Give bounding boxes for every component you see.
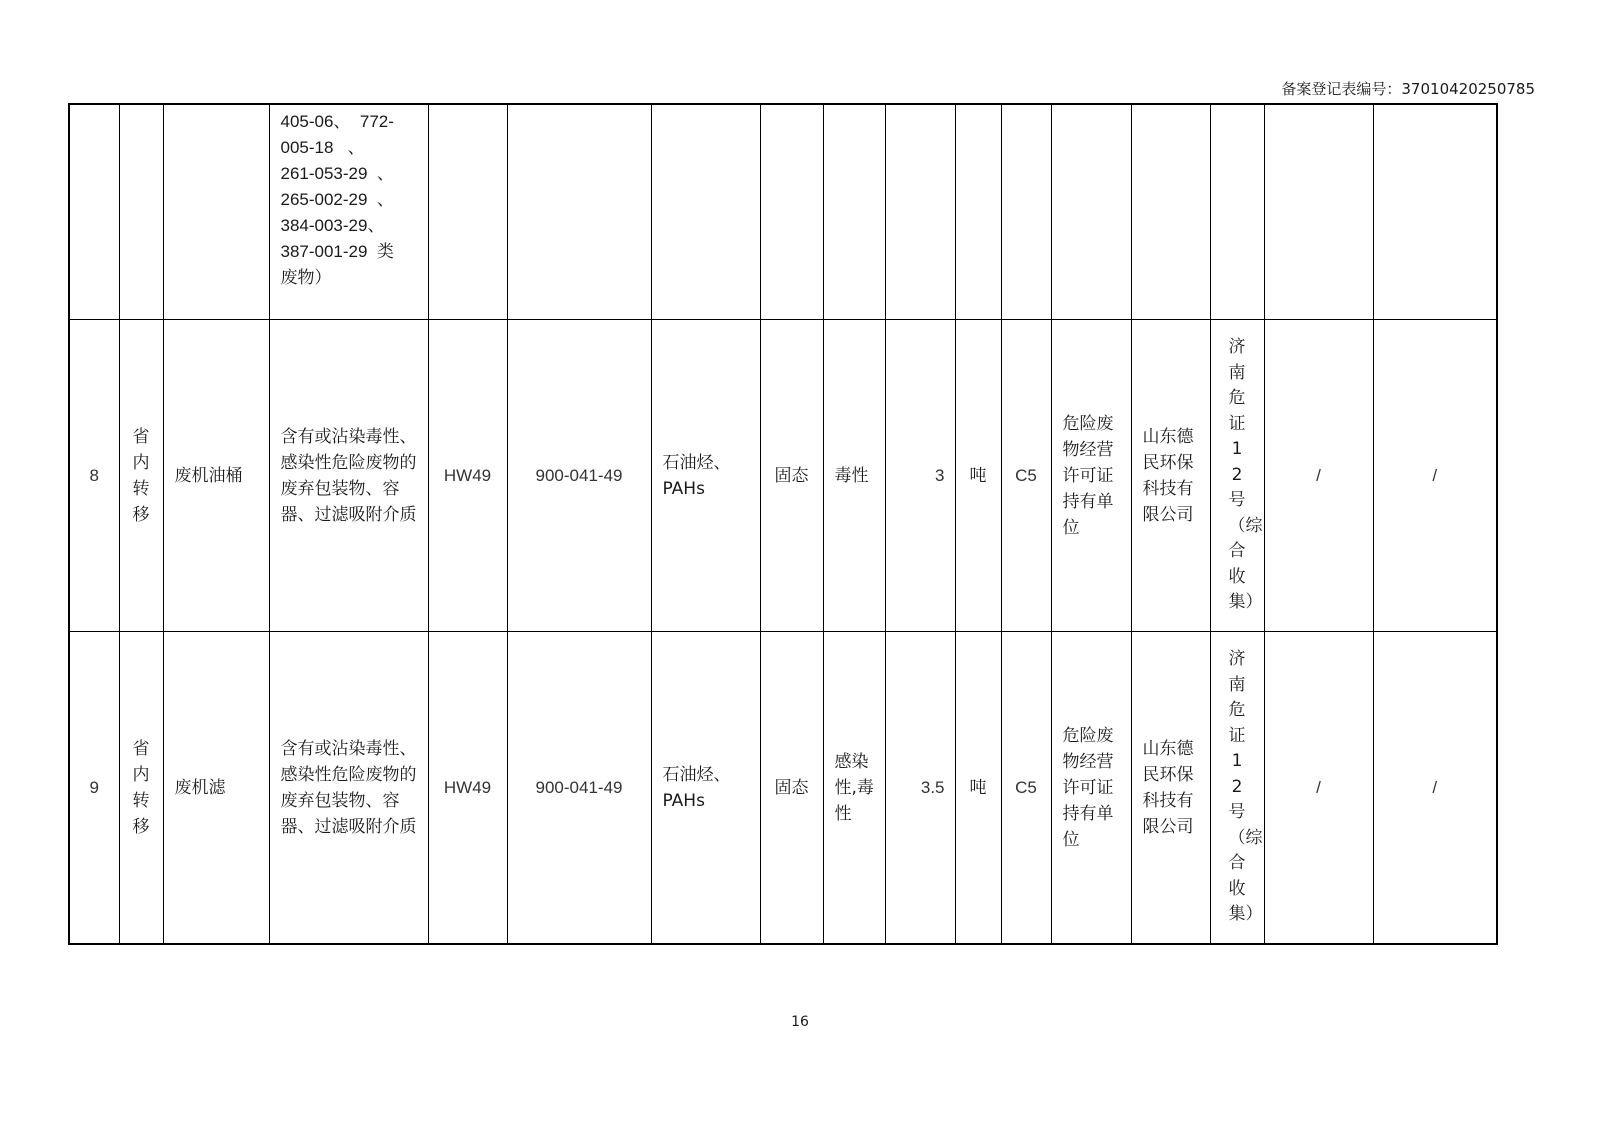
table-row [69, 320, 1497, 632]
cell-amount: 3 [885, 320, 955, 632]
cell-category: HW49 [428, 632, 507, 945]
cell-index: 9 [69, 632, 119, 945]
cell-category [428, 104, 507, 320]
cell-method: C5 [1001, 320, 1051, 632]
cell-receiver-name: 山东德民环保科技有限公司 [1131, 320, 1210, 632]
cell-hazard: 毒性 [823, 320, 885, 632]
cell-amount [885, 104, 955, 320]
cell-component: 石油烃、PAHs [651, 320, 760, 632]
table-row-continued [69, 104, 1497, 320]
cell-col15: / [1264, 632, 1373, 945]
cell-form: 固态 [760, 632, 823, 945]
cell-transfer [119, 104, 163, 320]
hazardous-waste-table [68, 103, 1498, 945]
cell-code: 900-041-49 [507, 320, 651, 632]
cell-component: 石油烃、PAHs [651, 632, 760, 945]
cell-method [1001, 104, 1051, 320]
cell-code: 900-041-49 [507, 632, 651, 945]
cell-hazard [823, 104, 885, 320]
cell-receiver-name: 山东德民环保科技有限公司 [1131, 632, 1210, 945]
cell-component [651, 104, 760, 320]
cell-unit [955, 104, 1001, 320]
cell-form [760, 104, 823, 320]
cell-description: 含有或沾染毒性、感染性危险废物的废弃包装物、容器、过滤吸附介质 [269, 320, 428, 632]
cell-category: HW49 [428, 320, 507, 632]
cell-unit: 吨 [955, 320, 1001, 632]
cell-amount: 3.5 [885, 632, 955, 945]
cell-receiver-name [1131, 104, 1210, 320]
cell-form: 固态 [760, 320, 823, 632]
transfer-text: 省内转移 [132, 738, 150, 837]
cell-description: 含有或沾染毒性、感染性危险废物的废弃包装物、容器、过滤吸附介质 [269, 632, 428, 945]
license-text: 济南危证12号（综合收集） [1228, 337, 1263, 613]
cell-license [1210, 320, 1264, 632]
cell-index: 8 [69, 320, 119, 632]
cell-hazard: 感染性,毒性 [823, 632, 885, 945]
cell-unit: 吨 [955, 632, 1001, 945]
page-number: 16 [791, 1014, 809, 1030]
cell-name: 废机滤 [163, 632, 269, 945]
registration-number: 备案登记表编号：37010420250785 [1281, 80, 1535, 98]
cell-name: 废机油桶 [163, 320, 269, 632]
cell-col15: / [1264, 320, 1373, 632]
cell-license [1210, 104, 1264, 320]
cell-col15 [1264, 104, 1373, 320]
cell-waste-codes: 405-06、 772- 005-18 、 261-053-29 、 265-002-29 、 384-003-29、 387-001-29 类 废物） [269, 104, 428, 320]
license-text: 济南危证12号（综合收集） [1228, 649, 1263, 925]
cell-method: C5 [1001, 632, 1051, 945]
cell-index [69, 104, 119, 320]
cell-col16 [1373, 104, 1497, 320]
transfer-text: 省内转移 [132, 426, 150, 525]
cell-name [163, 104, 269, 320]
cell-col16: / [1373, 320, 1497, 632]
cell-license [1210, 632, 1264, 945]
cell-receiver-type: 危险废物经营许可证持有单位 [1051, 632, 1131, 945]
cell-code [507, 104, 651, 320]
cell-receiver-type: 危险废物经营许可证持有单位 [1051, 320, 1131, 632]
cell-col16: / [1373, 632, 1497, 945]
cell-transfer [119, 632, 163, 945]
cell-transfer [119, 320, 163, 632]
table-row [69, 632, 1497, 945]
cell-receiver-type [1051, 104, 1131, 320]
